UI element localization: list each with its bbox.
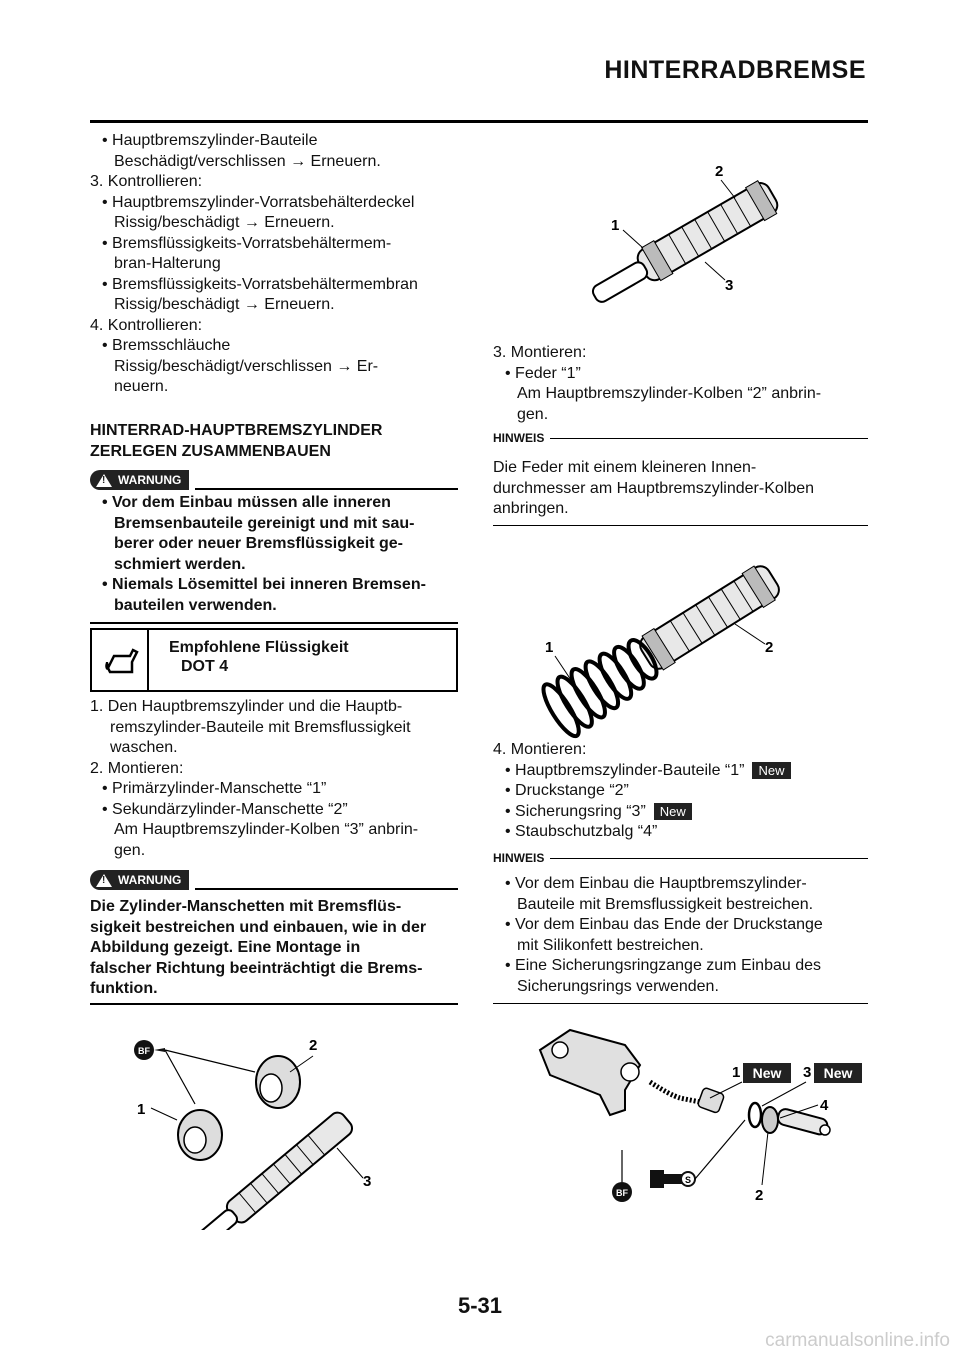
bf-icon [612, 1150, 632, 1202]
callout-4: 4 [820, 1097, 829, 1114]
divider [195, 888, 458, 890]
warning-triangle-icon [96, 874, 112, 887]
callout-3: 3 [725, 277, 734, 294]
text-line: • Vor dem Einbau müssen alle inneren [102, 494, 391, 511]
fluid-box [90, 628, 458, 692]
divider [195, 488, 458, 490]
text-line: • Primärzylinder-Manschette “1” [102, 780, 327, 797]
s-label: S [684, 1175, 692, 1185]
text-line [493, 761, 865, 782]
warning-text [90, 493, 460, 616]
text-line: Rissig/beschädigt → Erneuern. [114, 296, 335, 313]
text-line: • Eine Sicherungsringzange zum Einbau des [505, 957, 822, 974]
heading-line: HINTERRAD-HAUPTBREMSZYLINDER [90, 422, 383, 439]
warning-header [90, 870, 458, 890]
callout-1: 1 [137, 1101, 146, 1118]
text-line: sigkeit bestreichen und einbauen, wie in der [90, 918, 427, 936]
text-line: 1. Den Hauptbremszylinder und die Hauptb- [90, 698, 403, 715]
oil-can-icon-svg [100, 640, 140, 680]
text-line: • Bremsflüssigkeits-Vorratsbehältermem- [102, 234, 392, 252]
fluid-text [149, 630, 349, 690]
figure-piston-cups [125, 1030, 395, 1230]
text-line: gen. [517, 405, 549, 423]
callout-1: 1 [611, 217, 620, 234]
warning-label: WARNUNG [118, 873, 182, 887]
text-line: • Feder “1” [505, 364, 581, 382]
text-line: • Hauptbremszylinder-Bauteile [102, 132, 318, 149]
text-line: bran-Halterung [114, 255, 221, 272]
divider [550, 438, 868, 439]
warning-badge [90, 870, 189, 890]
warning-badge [90, 470, 189, 490]
text-line: • Bremsschläuche [102, 337, 231, 354]
page-number: 5-31 [457, 1293, 503, 1318]
figure-master-cylinder-assembly [530, 1020, 870, 1210]
bf-label: BF [138, 1046, 150, 1056]
warning-header [90, 470, 458, 490]
header-rule [90, 120, 868, 123]
note-label: HINWEIS [493, 851, 545, 865]
text-line: 4. Montieren: [493, 741, 587, 758]
bf-label: BF [616, 1188, 628, 1198]
callout-3: 3 [803, 1064, 812, 1081]
text-line: Am Hauptbremszylinder-Kolben “2” anbrin- [517, 385, 822, 402]
text-line: gen. [114, 841, 146, 859]
section-heading [90, 421, 460, 462]
text-line: Die Feder mit einem kleineren Innen- [493, 459, 757, 476]
steps-right-3 [493, 343, 865, 425]
new-badge: New [752, 762, 790, 779]
text-line: Beschädigt/verschlissen → Erneuern. [114, 152, 381, 170]
text-line: • Staubschutzbalg “4” [505, 823, 658, 840]
text-line: durchmesser am Hauptbremszylinder-Kolben [493, 479, 815, 497]
steps-left [90, 697, 460, 861]
text-line: 2. Montieren: [90, 759, 184, 777]
text-line: Abbildung gezeigt. Eine Montage in [90, 939, 361, 956]
text-line: schmiert werden. [114, 555, 246, 573]
text-line: • Sekundärzylinder-Manschette “2” [102, 800, 348, 818]
new-badge: New [654, 803, 692, 820]
text-line: Bauteile mit Bremsflussigkeit bestreichen. [517, 895, 814, 913]
steps-right-4 [493, 740, 865, 843]
divider [550, 858, 868, 859]
text-line: waschen. [110, 739, 178, 756]
text-line: funktion. [90, 980, 158, 997]
callout-2: 2 [755, 1187, 764, 1204]
text-line: • Vor dem Einbau das Ende der Druckstange [505, 916, 823, 933]
note-header [493, 431, 868, 445]
warning-text [90, 897, 462, 1000]
oil-can-icon [92, 630, 149, 690]
divider [493, 1003, 868, 1004]
fluid-value: DOT 4 [181, 658, 229, 675]
divider [493, 525, 868, 526]
text-line: Rissig/beschädigt → Erneuern. [114, 214, 335, 231]
new-badge: New [823, 1065, 853, 1081]
text-line: neuern. [114, 378, 169, 395]
text-line: bauteilen verwenden. [114, 596, 277, 614]
divider [90, 622, 458, 624]
callout-1: 1 [545, 639, 554, 656]
text-line: Sicherungsrings verwenden. [517, 977, 719, 995]
heading-line: ZERLEGEN ZUSAMMENBAUEN [90, 442, 331, 460]
text-line: berer oder neuer Bremsflüssigkeit ge- [114, 535, 403, 552]
watermark: carmanualsonline.info [765, 1330, 950, 1351]
new-badge: New [752, 1065, 782, 1081]
text-line: • Niemals Lösemittel bei inneren Bremsen- [102, 576, 426, 593]
callout-2: 2 [715, 163, 724, 180]
text-span: • Sicherungsring “3” [505, 802, 646, 820]
text-line: Rissig/beschädigt/verschlissen → Er- [114, 357, 379, 375]
text-line: • Bremsflüssigkeits-Vorratsbehältermembran [102, 275, 418, 293]
text-line: Am Hauptbremszylinder-Kolben “3” anbrin- [114, 821, 419, 838]
note-text [493, 458, 868, 520]
divider [90, 1003, 458, 1005]
silicone-grease-icon [650, 1120, 745, 1188]
callout-1: 1 [732, 1064, 741, 1081]
text-line: anbringen. [493, 500, 569, 517]
warning-triangle-icon [96, 474, 112, 487]
figure-spring-piston [525, 540, 815, 740]
callout-2: 2 [309, 1037, 318, 1054]
warning-label: WARNUNG [118, 473, 182, 487]
text-line: • Druckstange “2” [505, 782, 629, 799]
callout-2: 2 [765, 639, 774, 656]
bf-icon [134, 1040, 165, 1060]
text-line: Bremsenbauteile gereinigt und mit sau- [114, 514, 415, 532]
text-line: 3. Kontrollieren: [90, 173, 203, 190]
text-line: Die Zylinder-Manschetten mit Bremsflüs- [90, 898, 402, 915]
callout-3: 3 [363, 1173, 372, 1190]
text-line: mit Silikonfett bestreichen. [517, 936, 704, 954]
note-header [493, 851, 868, 865]
text-line: • Hauptbremszylinder-Vorratsbehälterdeckel [102, 193, 415, 211]
text-line: 4. Kontrollieren: [90, 316, 203, 334]
note-text [493, 874, 868, 997]
text-line: 3. Montieren: [493, 344, 587, 361]
page-title: HINTERRADBREMSE [604, 56, 866, 84]
fluid-title: Empfohlene Flüssigkeit [169, 639, 349, 656]
text-line: remszylinder-Bauteile mit Bremsflussigkeit [110, 718, 411, 736]
figure-piston-assembled [575, 150, 805, 330]
text-line: falscher Richtung beeinträchtigt die Brems- [90, 959, 423, 977]
text-line: • Vor dem Einbau die Hauptbremszylinder- [505, 875, 807, 892]
text-line [493, 802, 865, 823]
left-column [90, 131, 460, 398]
text-span: • Hauptbremszylinder-Bauteile “1” [505, 761, 745, 779]
note-label: HINWEIS [493, 431, 545, 445]
